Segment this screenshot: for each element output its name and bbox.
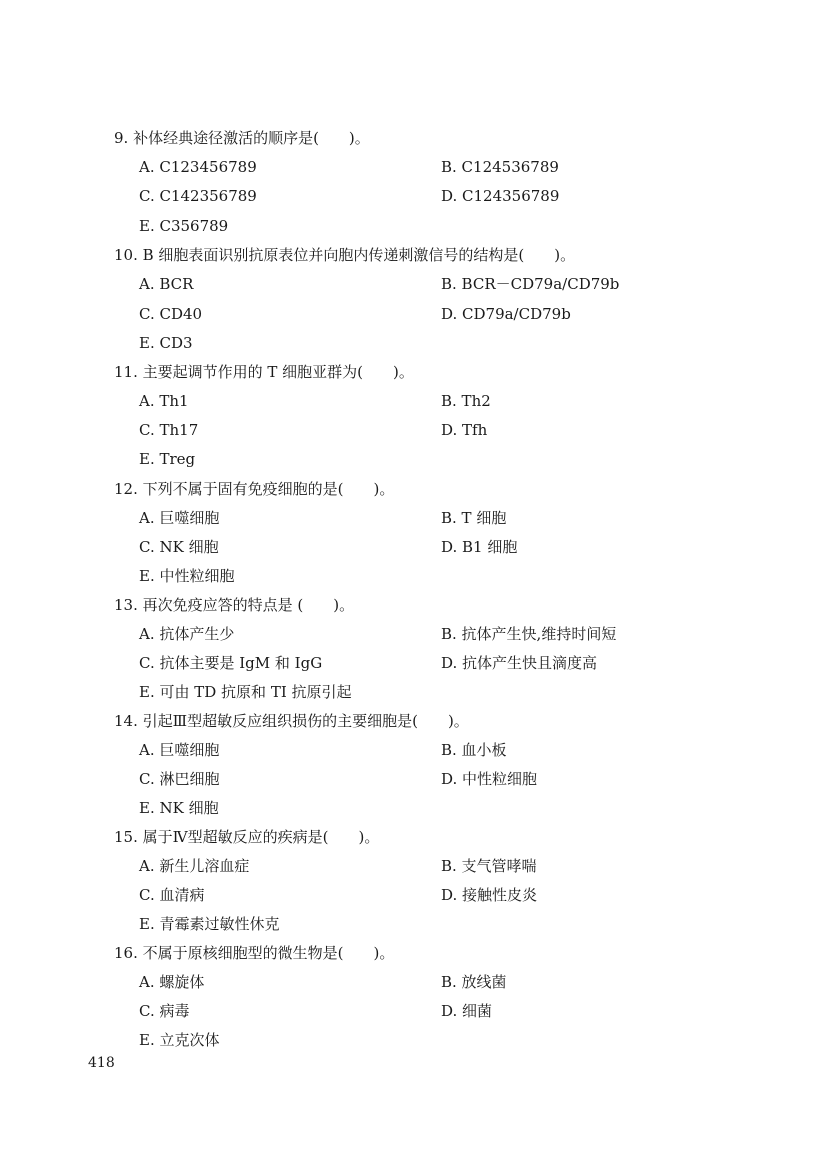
option-e: E. 可由 TD 抗原和 TI 抗原引起 <box>139 683 352 701</box>
question-stem: 9. 补体经典途径激活的顺序是( )。 <box>114 129 370 147</box>
option-c: C. 淋巴细胞 <box>139 770 220 788</box>
option-e: E. 青霉素过敏性休克 <box>139 915 280 933</box>
option-a: A. BCR <box>139 275 194 293</box>
option-a: A. C123456789 <box>139 158 257 176</box>
option-e: E. 立克次体 <box>139 1031 220 1049</box>
option-a: A. 螺旋体 <box>139 973 205 991</box>
option-d: D. Tfh <box>441 421 488 439</box>
question-stem: 11. 主要起调节作用的 T 细胞亚群为( )。 <box>114 363 414 381</box>
option-d: D. B1 细胞 <box>441 538 518 556</box>
option-e: E. Treg <box>139 450 196 468</box>
option-a: A. 巨噬细胞 <box>139 509 220 527</box>
option-d: D. CD79a/CD79b <box>441 305 571 323</box>
question-stem: 13. 再次免疫应答的特点是 ( )。 <box>114 596 355 614</box>
question-stem: 10. B 细胞表面识别抗原表位并向胞内传递刺激信号的结构是( )。 <box>114 246 576 264</box>
question-stem: 16. 不属于原核细胞型的微生物是( )。 <box>114 944 395 962</box>
option-c: C. CD40 <box>139 305 203 323</box>
option-c: C. C142356789 <box>139 187 257 205</box>
question-stem: 12. 下列不属于固有免疫细胞的是( )。 <box>114 480 395 498</box>
option-b: B. 抗体产生快,维持时间短 <box>441 625 617 643</box>
option-e: E. CD3 <box>139 334 193 352</box>
page-number: 418 <box>88 1055 115 1071</box>
option-b: B. Th2 <box>441 392 491 410</box>
option-b: B. C124536789 <box>441 158 559 176</box>
option-e: E. C356789 <box>139 217 229 235</box>
option-d: D. 中性粒细胞 <box>441 770 538 788</box>
option-c: C. NK 细胞 <box>139 538 219 556</box>
option-d: D. C124356789 <box>441 187 560 205</box>
option-b: B. 支气管哮喘 <box>441 857 537 875</box>
option-d: D. 抗体产生快且滴度高 <box>441 654 598 672</box>
option-a: A. 巨噬细胞 <box>139 741 220 759</box>
option-a: A. 新生儿溶血症 <box>139 857 250 875</box>
option-a: A. Th1 <box>139 392 189 410</box>
option-b: B. BCR－CD79a/CD79b <box>441 275 620 293</box>
option-e: E. NK 细胞 <box>139 799 219 817</box>
option-e: E. 中性粒细胞 <box>139 567 235 585</box>
option-c: C. Th17 <box>139 421 199 439</box>
option-c: C. 病毒 <box>139 1002 190 1020</box>
option-b: B. 放线菌 <box>441 973 507 991</box>
option-b: B. 血小板 <box>441 741 507 759</box>
option-a: A. 抗体产生少 <box>139 625 235 643</box>
question-stem: 14. 引起Ⅲ型超敏反应组织损伤的主要细胞是( )。 <box>114 712 469 730</box>
option-c: C. 抗体主要是 IgM 和 IgG <box>139 654 323 672</box>
question-stem: 15. 属于Ⅳ型超敏反应的疾病是( )。 <box>114 828 380 846</box>
option-d: D. 接触性皮炎 <box>441 886 538 904</box>
option-c: C. 血清病 <box>139 886 205 904</box>
option-b: B. T 细胞 <box>441 509 507 527</box>
option-d: D. 细菌 <box>441 1002 493 1020</box>
